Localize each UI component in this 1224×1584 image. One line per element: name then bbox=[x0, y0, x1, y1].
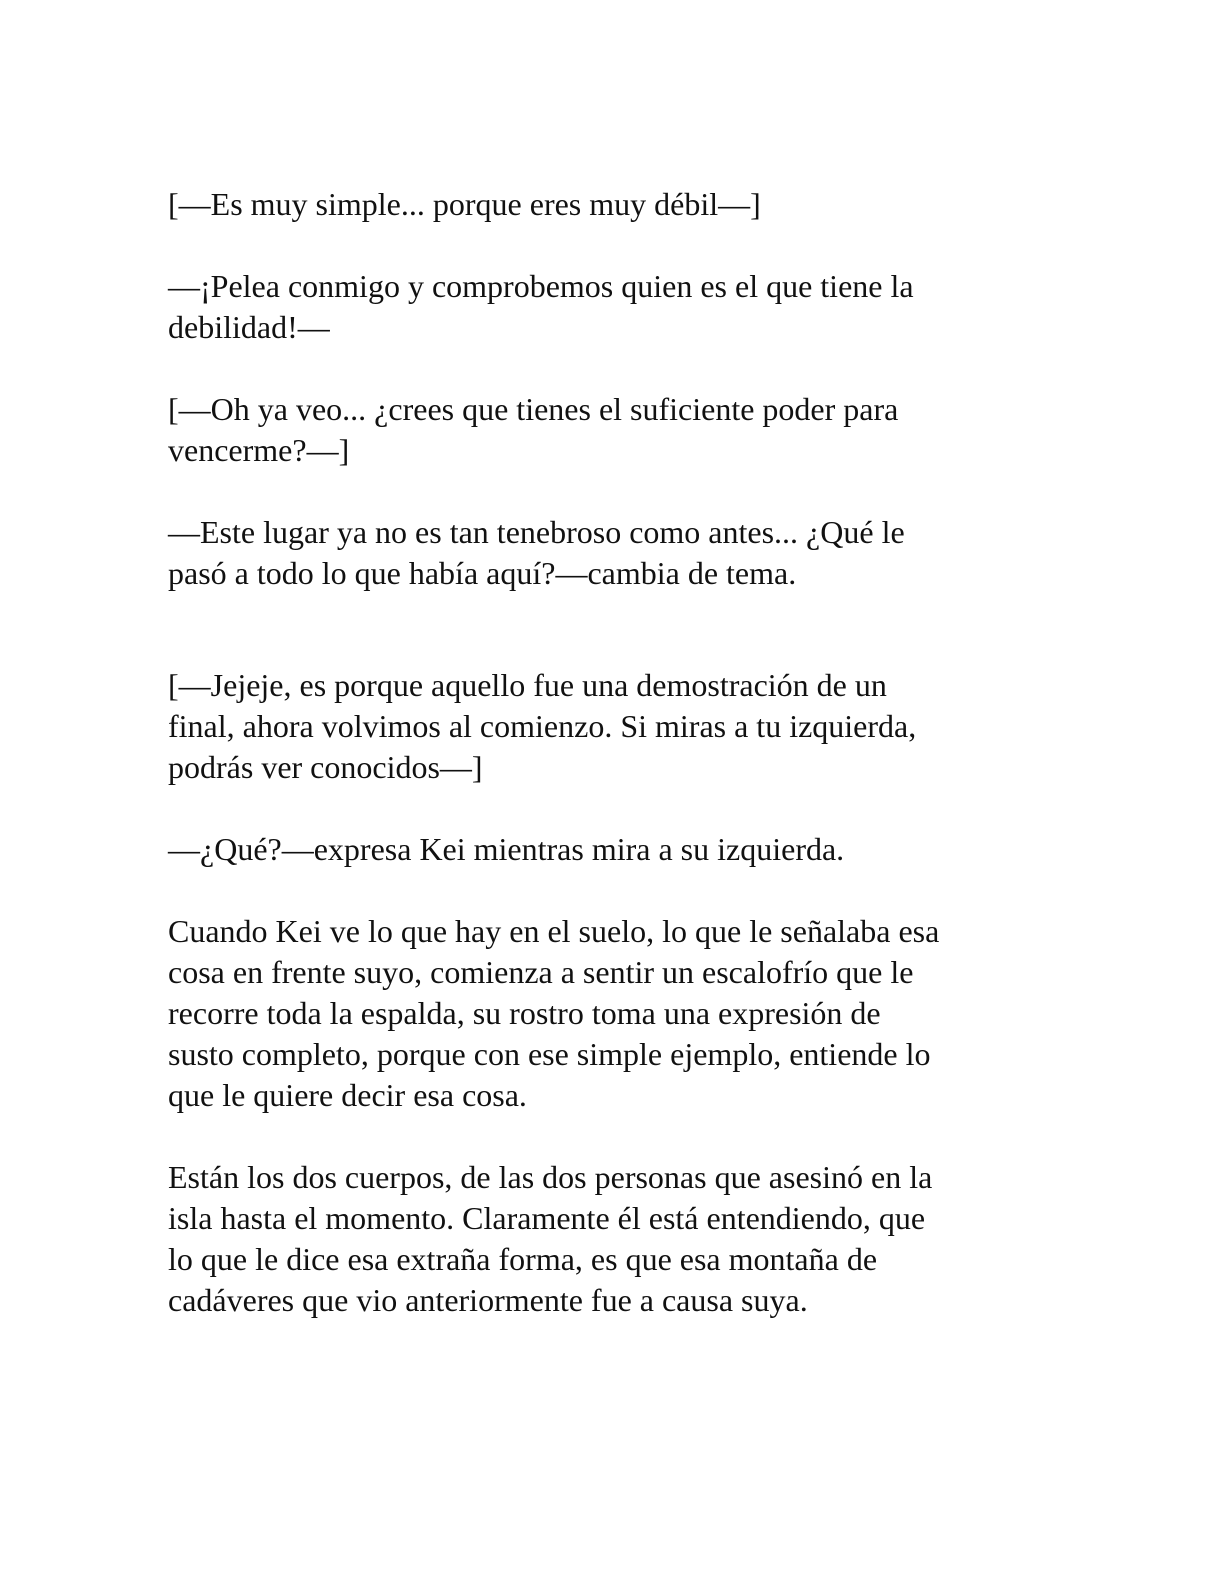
text-line: —Este lugar ya no es tan tenebroso como antes... ¿Qué le bbox=[168, 514, 905, 550]
text-line: [—Oh ya veo... ¿crees que tienes el suficiente poder para bbox=[168, 391, 899, 427]
text-line: debilidad!— bbox=[168, 309, 330, 345]
text-line: final, ahora volvimos al comienzo. Si miras a tu izquierda, bbox=[168, 708, 917, 744]
paragraph-dialogue-6 bbox=[168, 829, 1048, 870]
paragraph-narration-2 bbox=[168, 1157, 1048, 1321]
text-line: Están los dos cuerpos, de las dos personas que asesinó en la bbox=[168, 1159, 933, 1195]
text-line: cadáveres que vio anteriormente fue a causa suya. bbox=[168, 1282, 808, 1318]
text-line: vencerme?—] bbox=[168, 432, 350, 468]
text-line: —¡Pelea conmigo y comprobemos quien es el que tiene la bbox=[168, 268, 914, 304]
text-line: recorre toda la espalda, su rostro toma una expresión de bbox=[168, 995, 881, 1031]
text-line: [—Es muy simple... porque eres muy débil—] bbox=[168, 186, 761, 222]
text-line: cosa en frente suyo, comienza a sentir un escalofrío que le bbox=[168, 954, 914, 990]
text-line: —¿Qué?—expresa Kei mientras mira a su izquierda. bbox=[168, 831, 845, 867]
paragraph-narration-1 bbox=[168, 911, 1048, 1116]
text-line: pasó a todo lo que había aquí?—cambia de tema. bbox=[168, 555, 797, 591]
text-line: lo que le dice esa extraña forma, es que esa montaña de bbox=[168, 1241, 878, 1277]
paragraph-dialogue-3 bbox=[168, 389, 1048, 471]
paragraph-dialogue-5 bbox=[168, 665, 1048, 788]
text-line: isla hasta el momento. Claramente él está entendiendo, que bbox=[168, 1200, 926, 1236]
text-line: [—Jejeje, es porque aquello fue una demostración de un bbox=[168, 667, 887, 703]
text-line: que le quiere decir esa cosa. bbox=[168, 1077, 527, 1113]
paragraph-dialogue-4 bbox=[168, 512, 1048, 594]
paragraph-dialogue-2 bbox=[168, 266, 1048, 348]
text-line: podrás ver conocidos—] bbox=[168, 749, 483, 785]
text-line: Cuando Kei ve lo que hay en el suelo, lo que le señalaba esa bbox=[168, 913, 940, 949]
text-line: susto completo, porque con ese simple ejemplo, entiende lo bbox=[168, 1036, 931, 1072]
paragraph-dialogue-1 bbox=[168, 184, 1048, 225]
